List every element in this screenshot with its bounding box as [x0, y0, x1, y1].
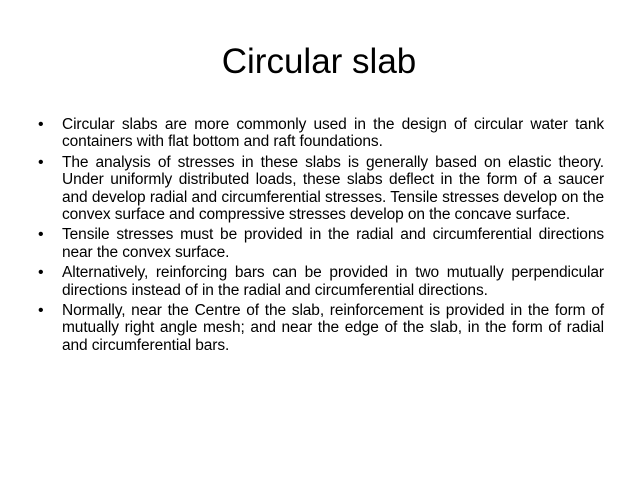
- bullet-text: The analysis of stresses in these slabs is generally based on elastic theory. Under uniformly distributed loads, these slabs deflect in the form of a saucer and develop radial and circumferential stresses. Tensile stresses develop on the convex surface and compressive stresses develop on the concave surface.: [62, 153, 604, 224]
- bullet-text: Circular slabs are more commonly used in the design of circular water tank containers with flat bottom and raft foundations.: [62, 116, 604, 151]
- bullet-text: Tensile stresses must be provided in the radial and circumferential directions near the convex surface.: [62, 226, 604, 261]
- bullet-dot-icon: •: [38, 302, 44, 320]
- bullet-item: [38, 116, 604, 151]
- bullet-dot-icon: •: [38, 116, 44, 133]
- slide-title: Circular slab: [221, 42, 417, 81]
- bullet-dot-icon: •: [38, 226, 44, 244]
- bullet-dot-icon: •: [38, 153, 44, 171]
- bullet-list: [38, 116, 604, 357]
- bullet-dot-icon: •: [38, 264, 44, 282]
- bullet-item: [38, 302, 604, 354]
- bullet-text: Normally, near the Centre of the slab, reinforcement is provided in the form of mutually right angle mesh; and near the edge of the slab, in the form of radial and circumferential bars.: [62, 302, 604, 354]
- bullet-item: [38, 154, 604, 224]
- bullet-text: Alternatively, reinforcing bars can be provided in two mutually perpendicular directions instead of in the radial and circumferential directions.: [62, 264, 604, 299]
- bullet-item: [38, 226, 604, 261]
- bullet-item: [38, 264, 604, 299]
